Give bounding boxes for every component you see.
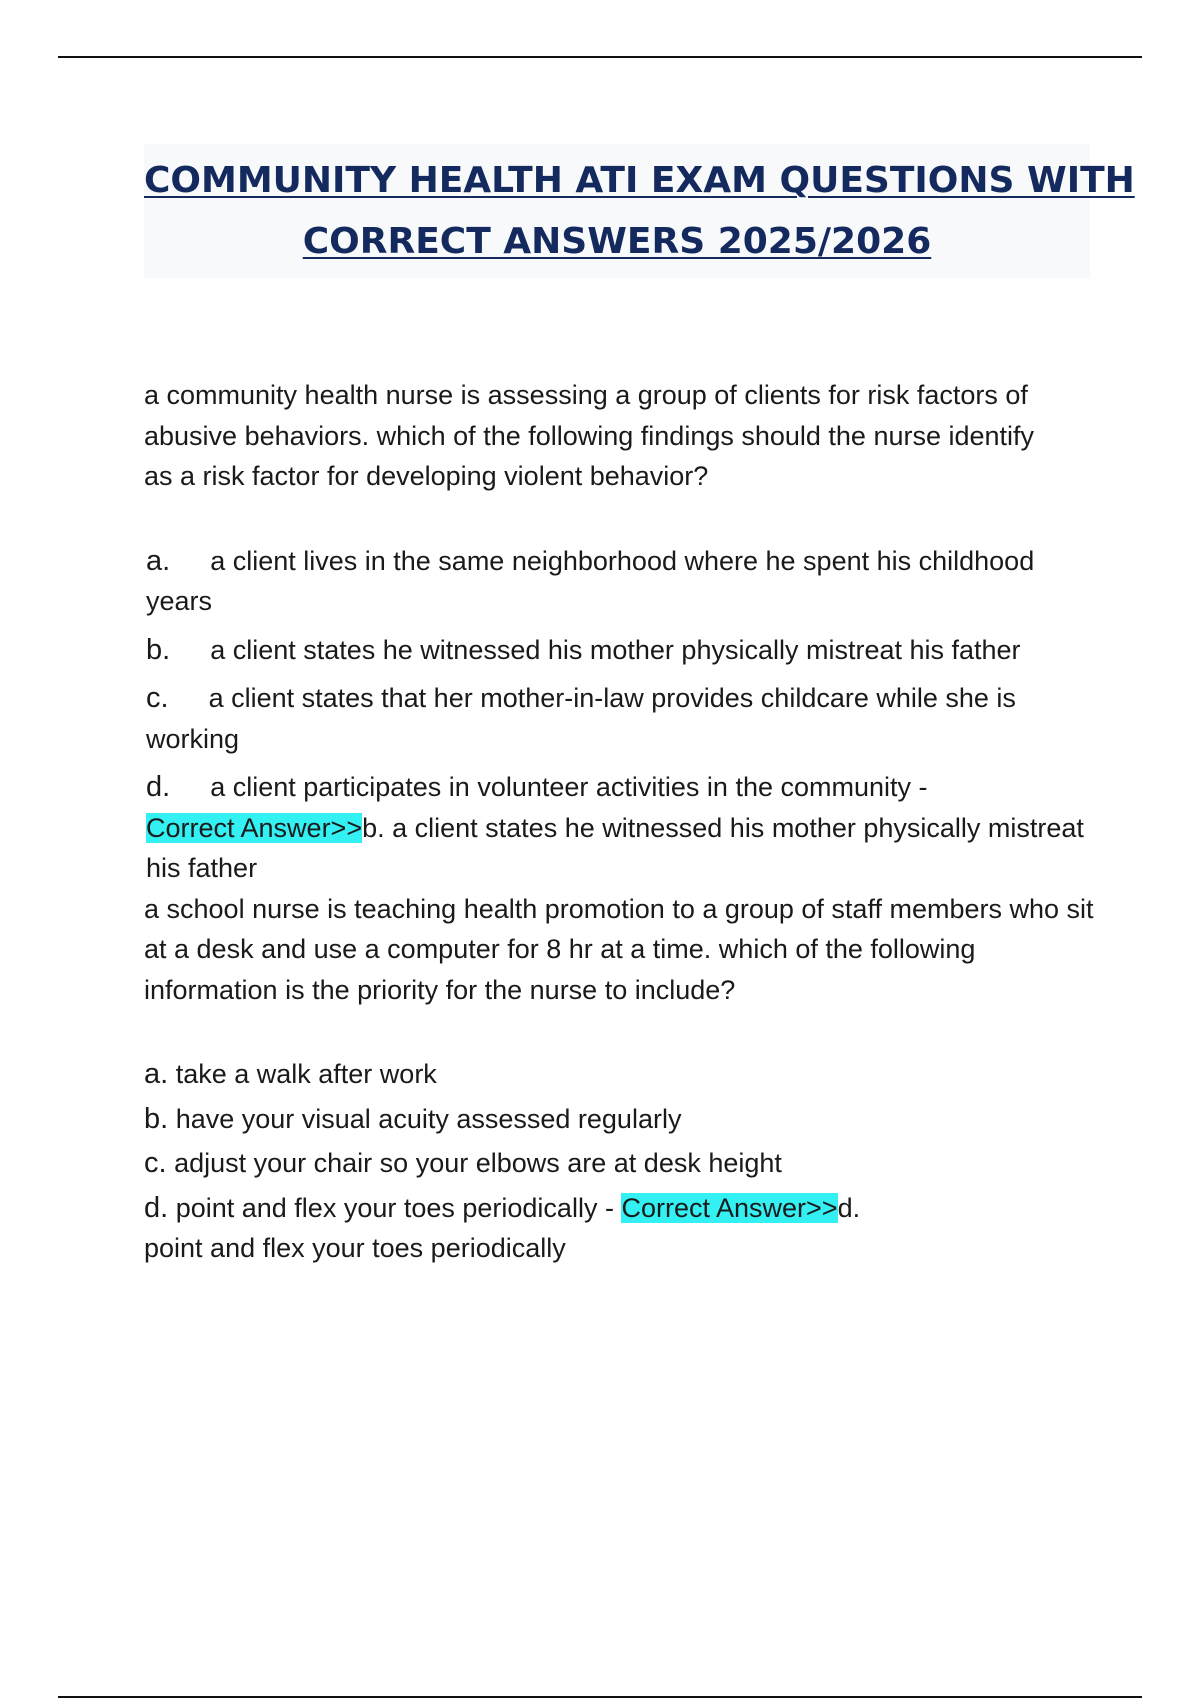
question-2-option-b	[144, 1099, 1094, 1140]
correct-answer-text-cont: point and flex your toes periodically	[144, 1233, 566, 1263]
option-text: a client states he witnessed his mother physically mistreat his father	[210, 634, 1021, 665]
option-letter: c.	[144, 1147, 167, 1179]
option-text: a client states that her mother-in-law provides childcare while she is working	[146, 683, 1016, 754]
option-letter: b.	[144, 1102, 169, 1135]
option-letter: a.	[144, 1058, 169, 1090]
option-letter: d.	[146, 771, 171, 803]
document-title	[144, 144, 1135, 278]
question-2-option-a	[144, 1054, 1094, 1095]
correct-answer-label: Correct Answer>>	[146, 812, 363, 843]
option-text: have your visual acuity assessed regularly	[175, 1103, 682, 1134]
question-2-text: a school nurse is teaching health promotion to a group of staff members who sit at a desk and use a computer for 8 hr at a time. which of the following information is the priority for the nurse to include?	[144, 893, 1094, 1005]
question-1-option-c	[146, 678, 1094, 759]
option-letter: a.	[146, 544, 171, 577]
question-1-option-d	[146, 767, 1094, 889]
correct-answer-text: d.	[837, 1192, 861, 1223]
correct-answer-label: Correct Answer>>	[621, 1192, 838, 1223]
top-rule	[58, 56, 1142, 58]
option-letter: b.	[146, 633, 171, 666]
question-2	[144, 889, 1094, 1269]
option-letter: d.	[144, 1191, 169, 1224]
option-text: a client lives in the same neighborhood where he spent his childhood years	[146, 545, 1035, 616]
question-1-text: a community health nurse is assessing a group of clients for risk factors of abusive behaviors. which of the following findings should the nurse identify as a risk factor for developing violent behavior?	[144, 380, 1035, 491]
document-body	[144, 375, 1094, 1273]
option-text: take a walk after work	[175, 1059, 437, 1089]
correct-answer-text: b. a client states he witnessed his mother physically mistreat his father	[146, 812, 1084, 883]
question-1	[144, 375, 1094, 889]
title-line-1: COMMUNITY HEALTH ATI EXAM QUESTIONS WITH	[144, 160, 1135, 201]
title-line-2: CORRECT ANSWERS 2025/2026	[302, 221, 932, 262]
bottom-rule	[58, 1696, 1142, 1698]
question-1-option-b	[146, 630, 1094, 671]
option-text: point and flex your toes periodically -	[175, 1192, 614, 1223]
option-letter: c.	[146, 682, 169, 714]
question-2-option-d	[144, 1188, 1094, 1269]
question-2-option-c	[144, 1143, 1094, 1184]
question-1-option-a	[146, 541, 1094, 622]
option-text: adjust your chair so your elbows are at desk height	[174, 1148, 782, 1178]
option-text: a client participates in volunteer activities in the community -	[210, 772, 928, 802]
